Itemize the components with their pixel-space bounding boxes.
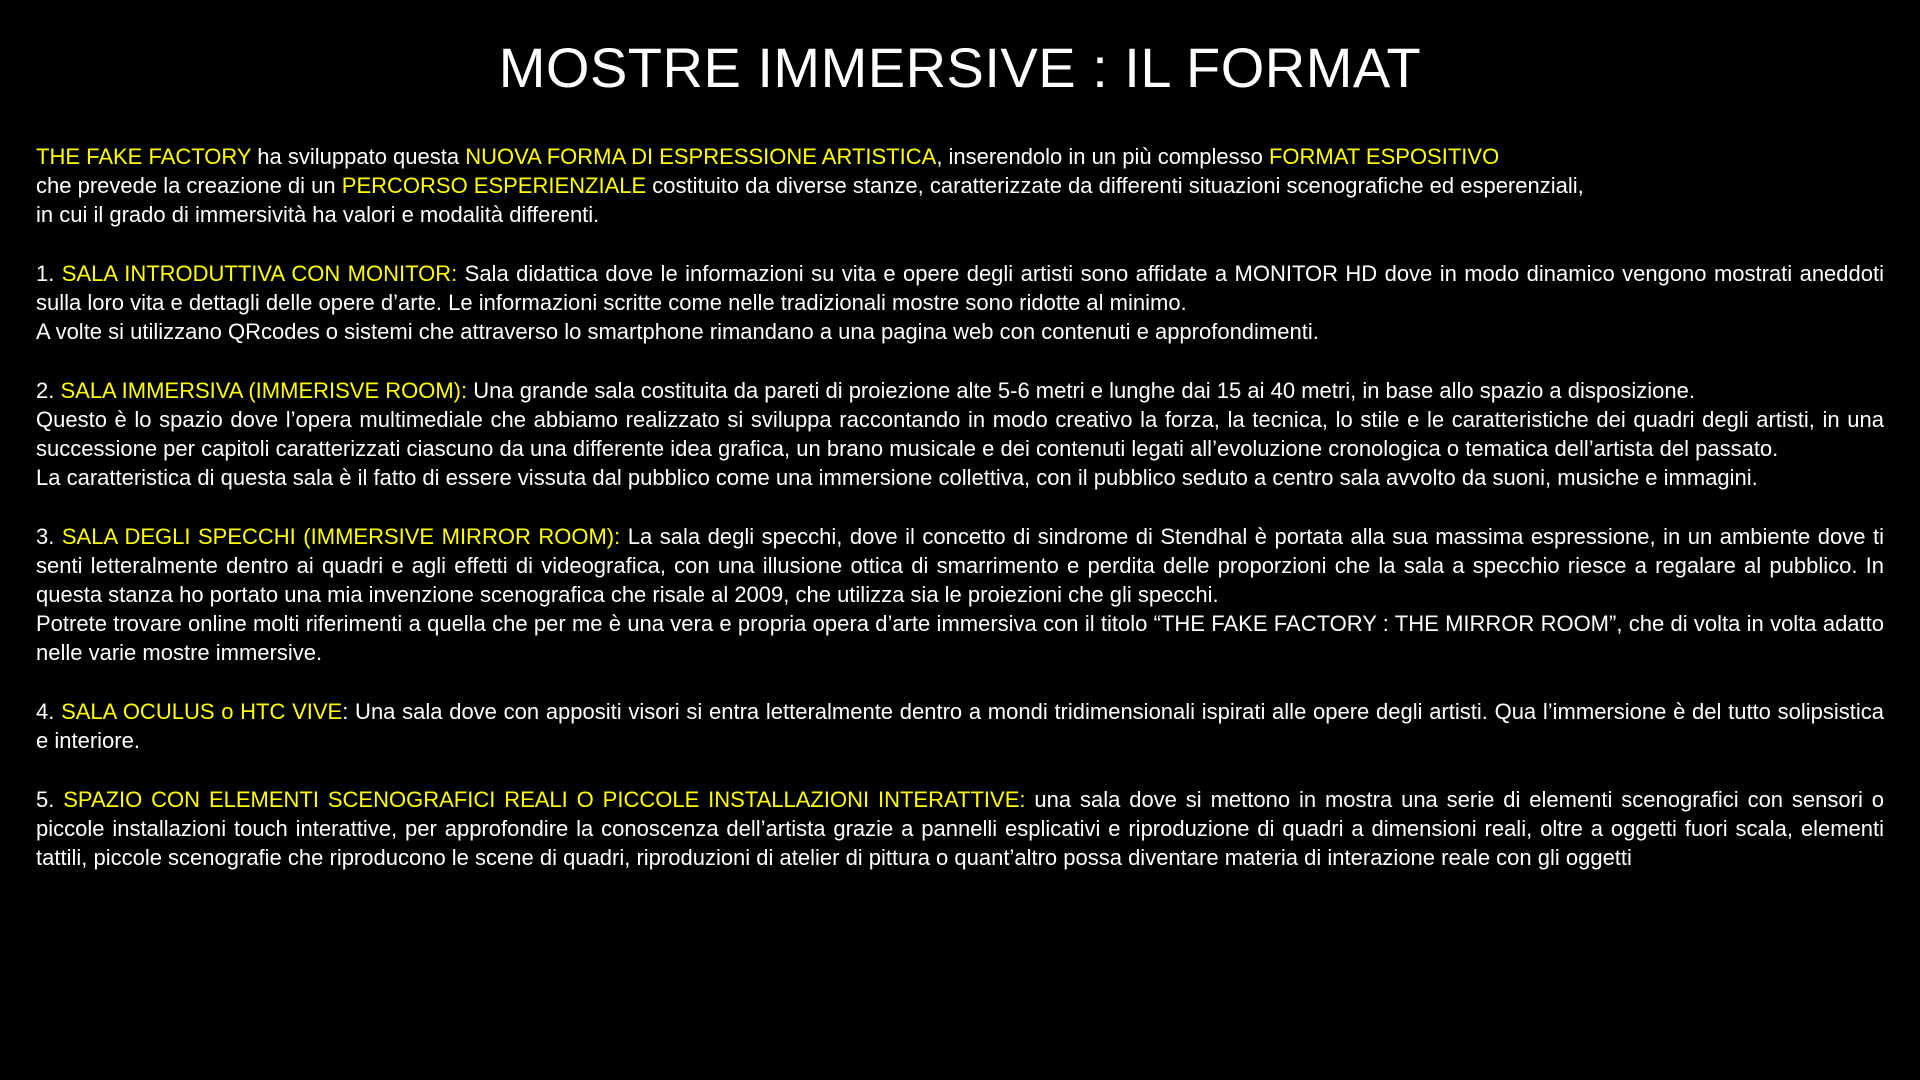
paragraph-room-2-sala-immersiva	[36, 376, 1884, 492]
body-text: 2.	[36, 378, 61, 403]
slide-title: MOSTRE IMMERSIVE : IL FORMAT	[498, 36, 1422, 99]
highlight-text: SALA OCULUS o HTC VIVE	[61, 699, 343, 724]
paragraph-intro	[36, 142, 1884, 229]
paragraph-room-3-sala-degli-specchi	[36, 522, 1884, 667]
paragraph-room-5-spazio-scenografico	[36, 785, 1884, 872]
slide-body	[36, 142, 1884, 872]
highlight-text: NUOVA FORMA DI ESPRESSIONE ARTISTICA	[465, 144, 937, 169]
body-text: Potrete trovare online molti riferimenti a quella che per me è una vera e propria opera d’arte immersiva con il titolo “THE FAKE FACTORY : THE MIRROR ROOM”, che di volta in volta adatto nelle varie mostre immersive.	[36, 611, 1884, 665]
paragraph-room-1-sala-introduttiva	[36, 259, 1884, 346]
body-text: 1.	[36, 261, 62, 286]
highlight-text: FORMAT ESPOSITIVO	[1268, 144, 1500, 169]
highlight-text: SALA INTRODUTTIVA CON MONITOR:	[61, 261, 458, 286]
body-text: 4.	[36, 699, 62, 724]
body-text: che prevede la creazione di un	[36, 173, 342, 198]
body-text: , inserendolo in un più complesso	[936, 144, 1269, 169]
highlight-text: THE FAKE FACTORY	[36, 144, 252, 169]
highlight-text: SALA IMMERSIVA (IMMERISVE ROOM):	[60, 378, 468, 403]
highlight-text: SALA DEGLI SPECCHI (IMMERSIVE MIRROR ROOM):	[61, 524, 621, 549]
body-text: ha sviluppato questa	[251, 144, 466, 169]
body-text: : Una sala dove con appositi visori si entra letteralmente dentro a mondi tridimensionali ispirati alle opere degli artisti. Qua l’immersione è del tutto solipsistica e interiore.	[36, 699, 1884, 753]
paragraph-room-4-sala-oculus	[36, 697, 1884, 755]
body-text: La sala degli specchi, dove il concetto di sindrome di Stendhal è portata alla sua massima espressione, in un ambiente dove ti senti letteralmente dentro ai quadri e agli effetti di videografica, con una illusione ottica di smarrimento e perdita delle proporzioni che la sala a specchio riesce a regalare al pubblico. In questa stanza ho portato una mia invenzione scenografica che risale al 2009, che utilizza sia le proiezioni che gli specchi.	[36, 524, 1884, 607]
body-text: in cui il grado di immersività ha valori e modalità differenti.	[36, 202, 600, 227]
highlight-text: SPAZIO CON ELEMENTI SCENOGRAFICI REALI O PICCOLE INSTALLAZIONI INTERATTIVE:	[63, 787, 1026, 812]
body-text: una sala dove si mettono in mostra una serie di elementi scenografici con sensori o piccole installazioni touch interattive, per approfondire la conoscenza dell’artista grazie a pannelli esplicativi e riproduzione di quadri a dimensioni reali, oltre a oggetti fuori scala, elementi tattili, piccole scenografie che riproducono le scene di quadri, riproduzioni di atelier di pittura o quant’altro possa diventare materia di interazione reale con gli oggetti	[36, 787, 1884, 870]
body-text: La caratteristica di questa sala è il fatto di essere vissuta dal pubblico come una immersione collettiva, con il pubblico seduto a centro sala avvolto da suoni, musiche e immagini.	[36, 465, 1758, 490]
body-text: Sala didattica dove le informazioni su vita e opere degli artisti sono affidate a MONITOR HD dove in modo dinamico vengono mostrati aneddoti sulla loro vita e dettagli delle opere d’arte. Le informazioni scritte come nelle tradizionali mostre sono ridotte al minimo.	[36, 261, 1884, 315]
body-text: 3.	[36, 524, 62, 549]
body-text: Una grande sala costituita da pareti di proiezione alte 5-6 metri e lunghe dai 15 ai 40 metri, in base allo spazio a disposizione.	[467, 378, 1695, 403]
highlight-text: PERCORSO ESPERIENZIALE	[341, 173, 647, 198]
body-text: 5.	[36, 787, 64, 812]
body-text: costituito da diverse stanze, caratterizzate da differenti situazioni scenografiche ed esperenziali,	[646, 173, 1584, 198]
body-text: Questo è lo spazio dove l’opera multimediale che abbiamo realizzato si sviluppa raccontando in modo creativo la forza, la tecnica, lo stile e le caratteristiche dei quadri degli artisti, in una successione per capitoli caratterizzati ciascuno da una differente idea grafica, un brano musicale e dei contenuti legati all’evoluzione cronologica o tematica dell’artista del passato.	[36, 407, 1884, 461]
body-text: A volte si utilizzano QRcodes o sistemi che attraverso lo smartphone rimandano a una pagina web con contenuti e approfondimenti.	[36, 319, 1319, 344]
